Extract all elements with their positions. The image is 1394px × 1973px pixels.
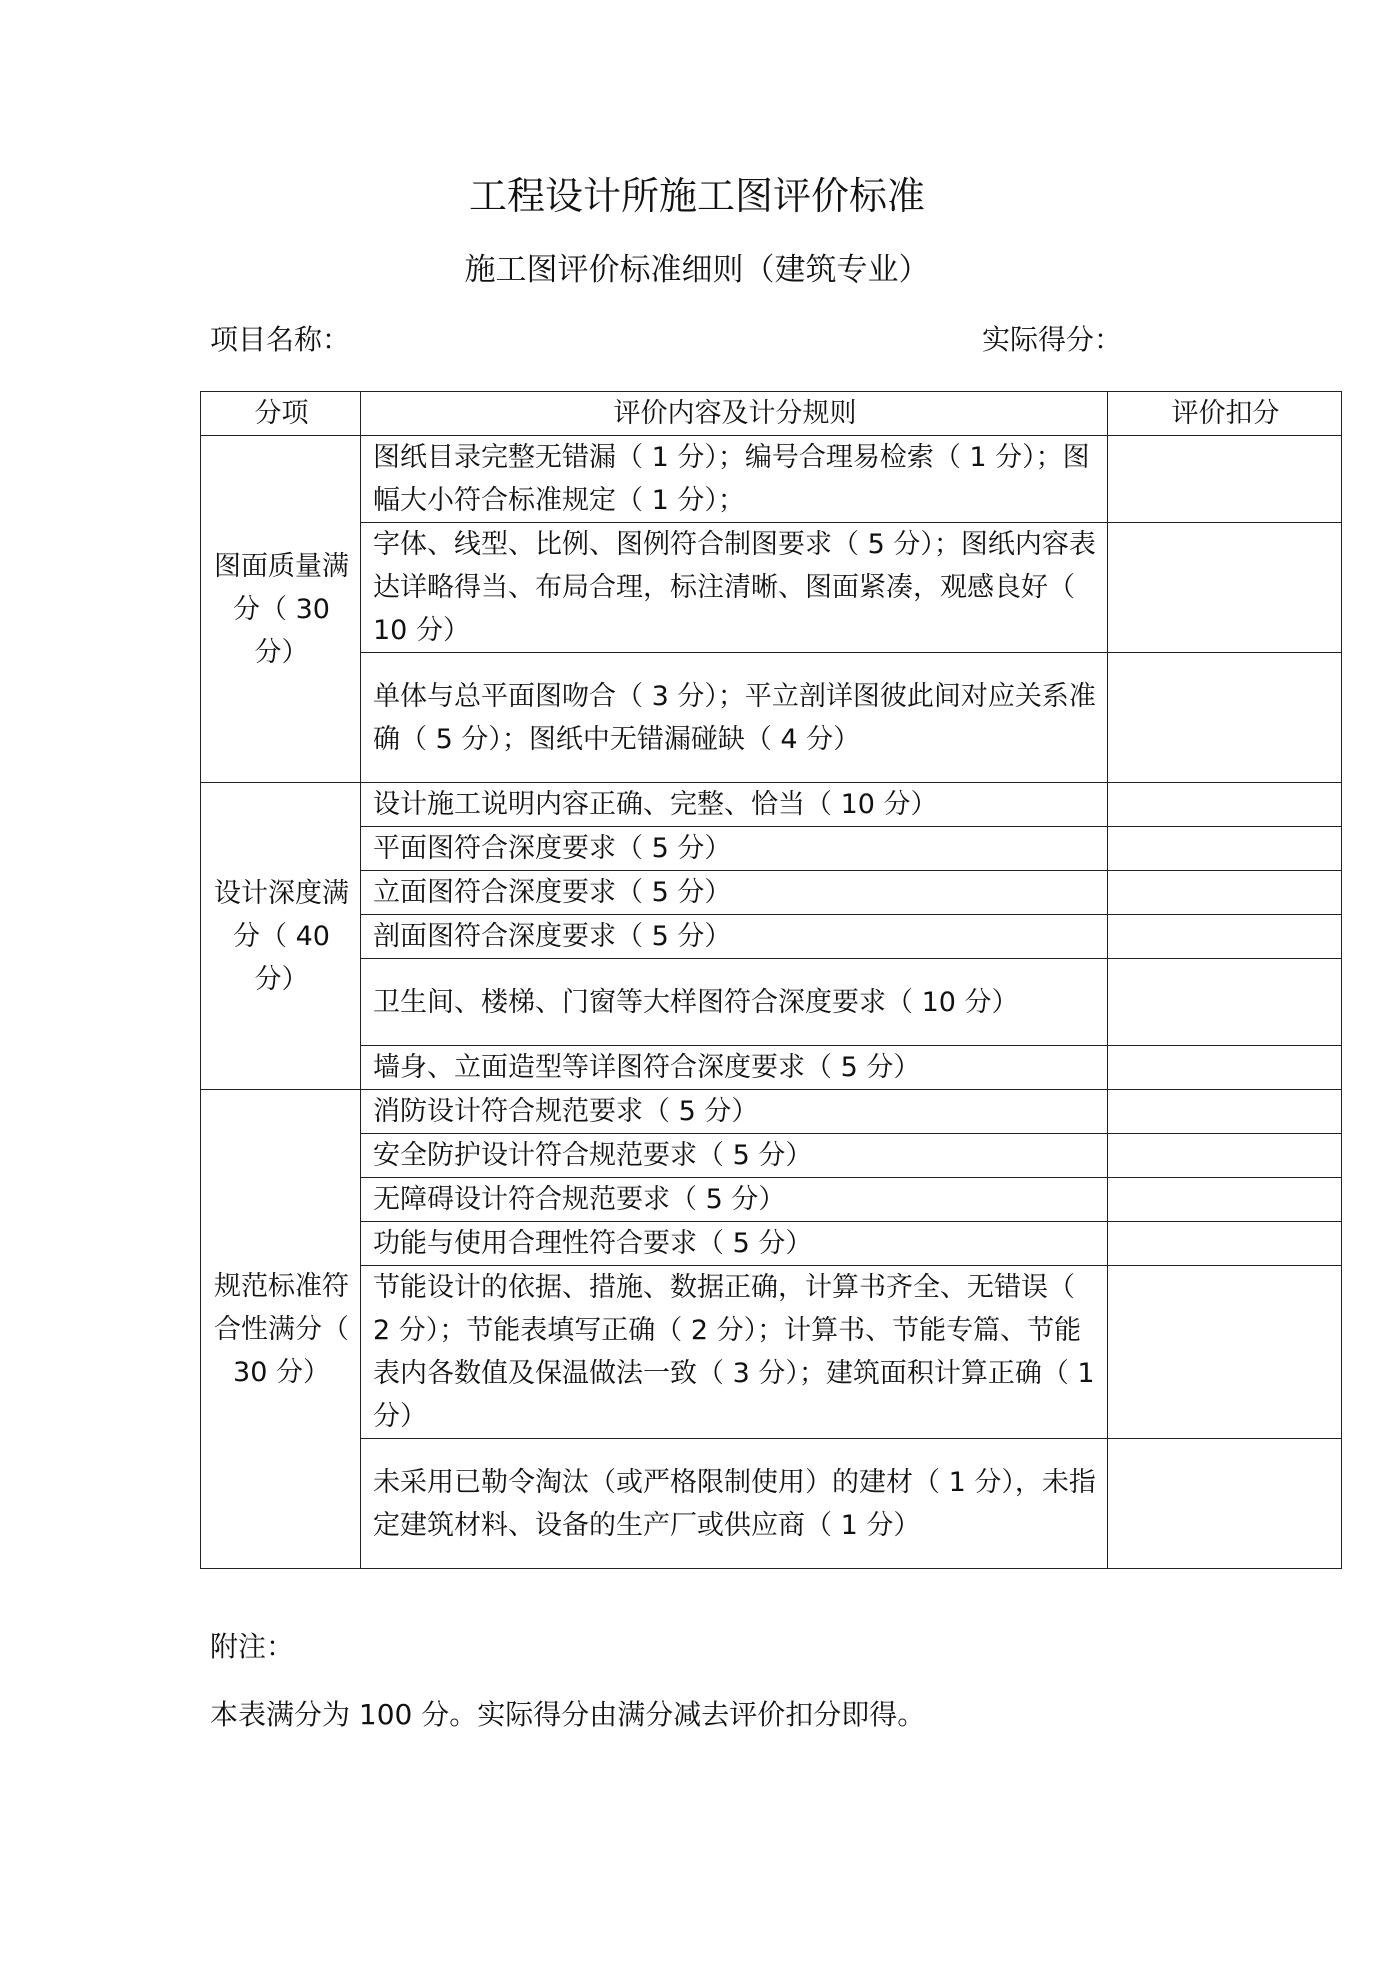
deduction-cell[interactable] [1108,783,1342,827]
header-criteria: 评价内容及计分规则 [361,392,1108,436]
actual-score-label: 实际得分： [982,323,1123,356]
header-category: 分项 [201,392,361,436]
deduction-cell[interactable] [1108,1439,1342,1569]
criteria-cell: 卫生间、楼梯、门窗等大样图符合深度要求（ 10 分） [361,959,1108,1046]
criteria-cell: 消防设计符合规范要求（ 5 分） [361,1090,1108,1134]
table-row [201,1439,1342,1569]
deduction-cell[interactable] [1108,1222,1342,1266]
deduction-cell[interactable] [1108,827,1342,871]
table-row [201,1266,1342,1439]
deduction-cell[interactable] [1108,653,1342,783]
table-row [201,827,1342,871]
deduction-cell[interactable] [1108,1046,1342,1090]
criteria-cell: 墙身、立面造型等详图符合深度要求（ 5 分） [361,1046,1108,1090]
category-drawing-quality: 图面质量满分（ 30 分） [201,436,361,783]
criteria-cell: 单体与总平面图吻合（ 3 分）；平立剖详图彼此间对应关系准确（ 5 分）；图纸中无错漏碰缺（ 4 分） [361,653,1108,783]
table-row [201,1046,1342,1090]
note-label: 附注： [210,1630,295,1663]
criteria-cell: 节能设计的依据、措施、数据正确，计算书齐全、无错误（ 2 分）；节能表填写正确（ 2 分）；计算书、节能专篇、节能表内各数值及保温做法一致（ 3 分）；建筑面积计算正确（ 1 分） [361,1266,1108,1439]
deduction-cell[interactable] [1108,871,1342,915]
deduction-cell[interactable] [1108,436,1342,523]
evaluation-table [200,391,1342,1569]
table-row [201,1134,1342,1178]
category-code-compliance: 规范标准符合性满分（ 30 分） [201,1090,361,1569]
header-deduction: 评价扣分 [1108,392,1342,436]
criteria-cell: 立面图符合深度要求（ 5 分） [361,871,1108,915]
deduction-cell[interactable] [1108,1266,1342,1439]
table-row [201,523,1342,653]
document-subtitle: 施工图评价标准细则（建筑专业） [464,252,930,288]
table-row [201,871,1342,915]
note-text: 本表满分为 100 分。实际得分由满分减去评价扣分即得。 [210,1698,926,1731]
deduction-cell[interactable] [1108,523,1342,653]
deduction-cell[interactable] [1108,1090,1342,1134]
table-row [201,653,1342,783]
deduction-cell[interactable] [1108,1134,1342,1178]
criteria-cell: 平面图符合深度要求（ 5 分） [361,827,1108,871]
project-name-label: 项目名称： [210,323,351,356]
criteria-cell: 图纸目录完整无错漏（ 1 分）；编号合理易检索（ 1 分）；图幅大小符合标准规定（ 1 分）； [361,436,1108,523]
criteria-cell: 设计施工说明内容正确、完整、恰当（ 10 分） [361,783,1108,827]
table-header-row [201,392,1342,436]
deduction-cell[interactable] [1108,959,1342,1046]
table-row [201,1178,1342,1222]
table-row [201,783,1342,827]
table-row [201,1222,1342,1266]
criteria-cell: 未采用已勒令淘汰（或严格限制使用）的建材（ 1 分），未指定建筑材料、设备的生产厂或供应商（ 1 分） [361,1439,1108,1569]
table-row [201,959,1342,1046]
table-row [201,915,1342,959]
criteria-cell: 无障碍设计符合规范要求（ 5 分） [361,1178,1108,1222]
table-row [201,436,1342,523]
deduction-cell[interactable] [1108,1178,1342,1222]
category-design-depth: 设计深度满分（ 40 分） [201,783,361,1090]
criteria-cell: 剖面图符合深度要求（ 5 分） [361,915,1108,959]
document-title: 工程设计所施工图评价标准 [468,174,925,218]
criteria-cell: 安全防护设计符合规范要求（ 5 分） [361,1134,1108,1178]
table-row [201,1090,1342,1134]
criteria-cell: 功能与使用合理性符合要求（ 5 分） [361,1222,1108,1266]
criteria-cell: 字体、线型、比例、图例符合制图要求（ 5 分）；图纸内容表达详略得当、布局合理，标注清晰、图面紧凑，观感良好（ 10 分） [361,523,1108,653]
deduction-cell[interactable] [1108,915,1342,959]
